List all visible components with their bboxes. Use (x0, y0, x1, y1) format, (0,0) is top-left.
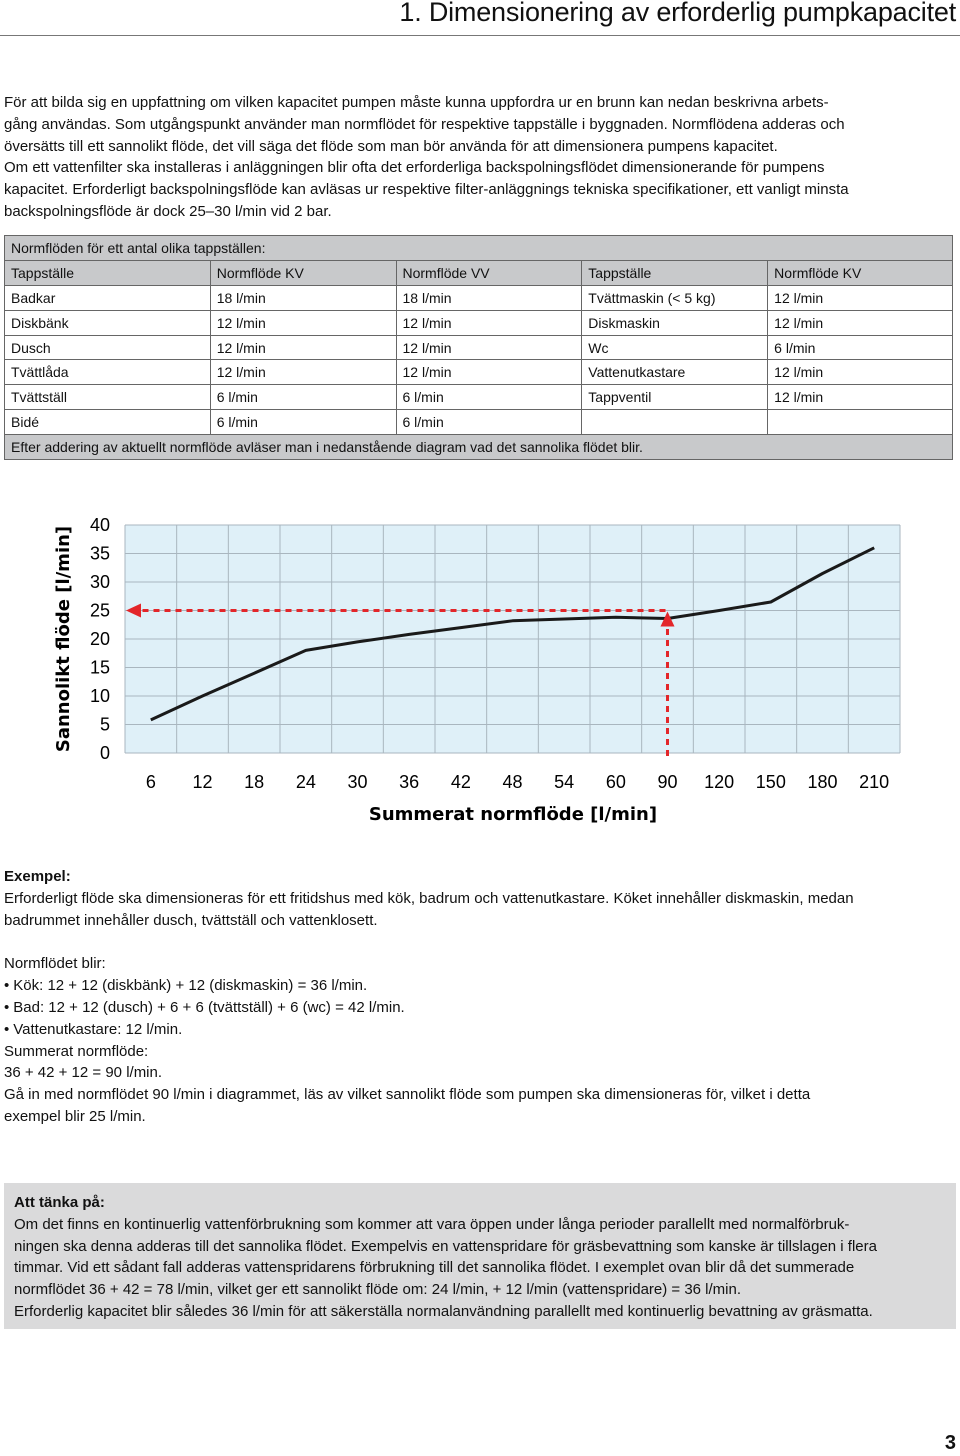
conclusion-text: Gå in med normflödet 90 l/min i diagrammet, läs av vilket sannolikt flöde som pumpen ska dimensioneras för, vilket i detta (4, 1086, 811, 1104)
x-tick-label: 24 (295, 772, 316, 792)
table-cell: Badkar (5, 285, 211, 310)
example-text: badrummet innehåller dusch, tvättställ och vattenklosett. (4, 911, 378, 929)
x-tick-label: 60 (605, 772, 626, 792)
conclusion-text: exempel blir 25 l/min. (4, 1107, 146, 1125)
note-box (4, 1183, 956, 1329)
note-text: ningen ska denna adderas till det sannolika flödet. Exempelvis en vattenspridare för gräsbevattning som kanske är tillslagen i flera (14, 1237, 877, 1255)
list-item: • Bad: 12 + 12 (dusch) + 6 + 6 (tvättställ) + 6 (wc) = 42 l/min. (4, 997, 954, 1019)
x-tick-label: 18 (244, 772, 265, 792)
table-cell: 6 l/min (210, 410, 396, 435)
x-tick-label: 54 (554, 772, 575, 792)
table-cell: Vattenutkastare (582, 360, 768, 385)
table-cell: 18 l/min (210, 285, 396, 310)
note-heading: Att tänka på: (14, 1194, 105, 1211)
table-cell: Wc (582, 335, 768, 360)
table-cell: Tvättlåda (5, 360, 211, 385)
table-cell: 12 l/min (396, 310, 582, 335)
table-cell: 12 l/min (768, 310, 953, 335)
page-header (0, 0, 960, 36)
x-tick-label: 180 (807, 772, 838, 792)
table-cell: 12 l/min (396, 335, 582, 360)
y-tick-label: 40 (89, 515, 110, 535)
note-text: Om det finns en kontinuerlig vattenförbrukning som kommer att vara öppen under långa perioder parallellt med normalförbruk- (14, 1215, 850, 1233)
example-text: Erforderligt flöde ska dimensioneras för ett fritidshus med kök, badrum och vattenutkastare. Köket innehåller diskmaskin, medan (4, 889, 854, 907)
example-section (4, 866, 954, 1128)
table-cell-empty (582, 410, 768, 435)
sum-label: Summerat normflöde: (4, 1042, 149, 1060)
x-tick-label: 30 (347, 772, 368, 792)
note-text: Erforderlig kapacitet blir således 36 l/min för att säkerställa normalanvändning parallellt med kontinuerlig bevattning av gräsmatta. (14, 1302, 873, 1320)
table-cell: 12 l/min (768, 360, 953, 385)
y-tick-label: 25 (89, 600, 110, 621)
table-cell: 6 l/min (396, 385, 582, 410)
x-tick-label: 12 (192, 772, 213, 792)
x-tick-label: 150 (755, 772, 786, 792)
x-tick-label: 42 (450, 772, 471, 792)
y-tick-label: 30 (89, 572, 110, 592)
x-tick-label: 120 (704, 772, 735, 792)
page-number: 3 (944, 1432, 956, 1454)
example-heading: Exempel: (4, 868, 71, 885)
y-axis-label: Sannolikt flöde [l/min] (53, 525, 74, 753)
list-item: • Kök: 12 + 12 (diskbänk) + 12 (diskmaskin) = 36 l/min. (4, 975, 954, 997)
table-cell: 6 l/min (768, 335, 953, 360)
table-row (5, 360, 953, 385)
table-header-cell: Normflöde KV (768, 260, 953, 285)
intro-line: översätts till ett sannolikt flöde, det vill säga det flöde som man bör använda för att dimensionera pumpens kapacitet. (4, 137, 778, 155)
note-text: timmar. Vid ett sådant fall adderas vattenspridarens förbrukning till det sannolika flödet. I exemplet ovan blir då det summerade (14, 1259, 855, 1277)
y-tick-label: 20 (89, 629, 110, 649)
y-tick-label: 15 (89, 657, 110, 678)
table-header-cell: Normflöde VV (396, 260, 582, 285)
table-caption: Normflöden för ett antal olika tappställen: (5, 236, 953, 261)
x-tick-label: 48 (502, 772, 523, 792)
table-header-cell: Tappställe (582, 260, 768, 285)
table-row (5, 335, 953, 360)
table-header-cell: Tappställe (5, 260, 211, 285)
intro-line: backspolningsflöde är dock 25–30 l/min vid 2 bar. (4, 202, 332, 220)
y-tick-label: 0 (99, 743, 110, 763)
table-cell: 12 l/min (768, 385, 953, 410)
table-cell: Tvättmaskin (< 5 kg) (582, 285, 768, 310)
table-cell: 12 l/min (396, 360, 582, 385)
x-tick-label: 36 (399, 772, 420, 792)
table-cell: 12 l/min (210, 310, 396, 335)
normflode-label: Normflödet blir: (4, 955, 106, 973)
intro-text (4, 92, 956, 223)
intro-line: kapacitet. Erforderligt backspolningsflöde kan avläsas ur respektive filter-anläggnings tekniska specifikationer, ett vanligt minsta (4, 181, 849, 199)
page-title: 1. Dimensionering av erforderlig pumpkapacitet (399, 0, 956, 27)
table-row (5, 310, 953, 335)
table-cell: Diskmaskin (582, 310, 768, 335)
table-cell: 18 l/min (396, 285, 582, 310)
table-cell: 12 l/min (210, 360, 396, 385)
table-cell: 6 l/min (210, 385, 396, 410)
table-cell: Tvättställ (5, 385, 211, 410)
table-row (5, 285, 953, 310)
intro-line: gång användas. Som utgångspunkt använder man normflödet för respektive tappställe i byggnaden. Normflödena adderas och (4, 115, 845, 133)
x-tick-label: 90 (657, 772, 678, 792)
y-tick-labels (90, 515, 110, 763)
table-note: Efter addering av aktuellt normflöde avläser man i nedanstående diagram vad det sannolika flödet blir. (5, 435, 953, 460)
note-text: normflödet 36 + 42 = 78 l/min, vilket ger ett sannolikt flöde om: 24 l/min, + 12 l/min (vattenspridare) = 36 l/min. (14, 1281, 742, 1299)
table-row (5, 385, 953, 410)
intro-line: För att bilda sig en uppfattning om vilken kapacitet pumpen måste kunna uppfordra ur en brunn kan nedan beskrivna arbets- (4, 94, 829, 111)
y-tick-label: 5 (99, 714, 110, 735)
table-cell: 6 l/min (396, 410, 582, 435)
normflow-table (4, 235, 953, 460)
table-cell: 12 l/min (768, 285, 953, 310)
table-cell: Dusch (5, 335, 211, 360)
list-item: • Vattenutkastare: 12 l/min. (4, 1019, 954, 1041)
table-cell: Bidé (5, 410, 211, 435)
x-tick-label: 210 (859, 772, 890, 792)
table-row (5, 410, 953, 435)
table-cell: Diskbänk (5, 310, 211, 335)
example-bullets (4, 975, 954, 1040)
sum-value: 36 + 42 + 12 = 90 l/min. (4, 1064, 163, 1082)
y-tick-label: 10 (89, 686, 110, 706)
table-cell-empty (768, 410, 953, 435)
table-header-cell: Normflöde KV (210, 260, 396, 285)
probable-flow-chart (0, 500, 960, 840)
x-axis-label: Summerat normflöde [l/min] (368, 804, 658, 825)
table-cell: Tappventil (582, 385, 768, 410)
table-cell: 12 l/min (210, 335, 396, 360)
intro-line: Om ett vattenfilter ska installeras i anläggningen blir ofta det erforderliga backspolningsflödet dimensionerande för pumpens (4, 159, 825, 177)
y-tick-label: 35 (89, 543, 110, 564)
x-tick-labels (146, 772, 889, 792)
x-tick-label: 6 (145, 772, 156, 792)
